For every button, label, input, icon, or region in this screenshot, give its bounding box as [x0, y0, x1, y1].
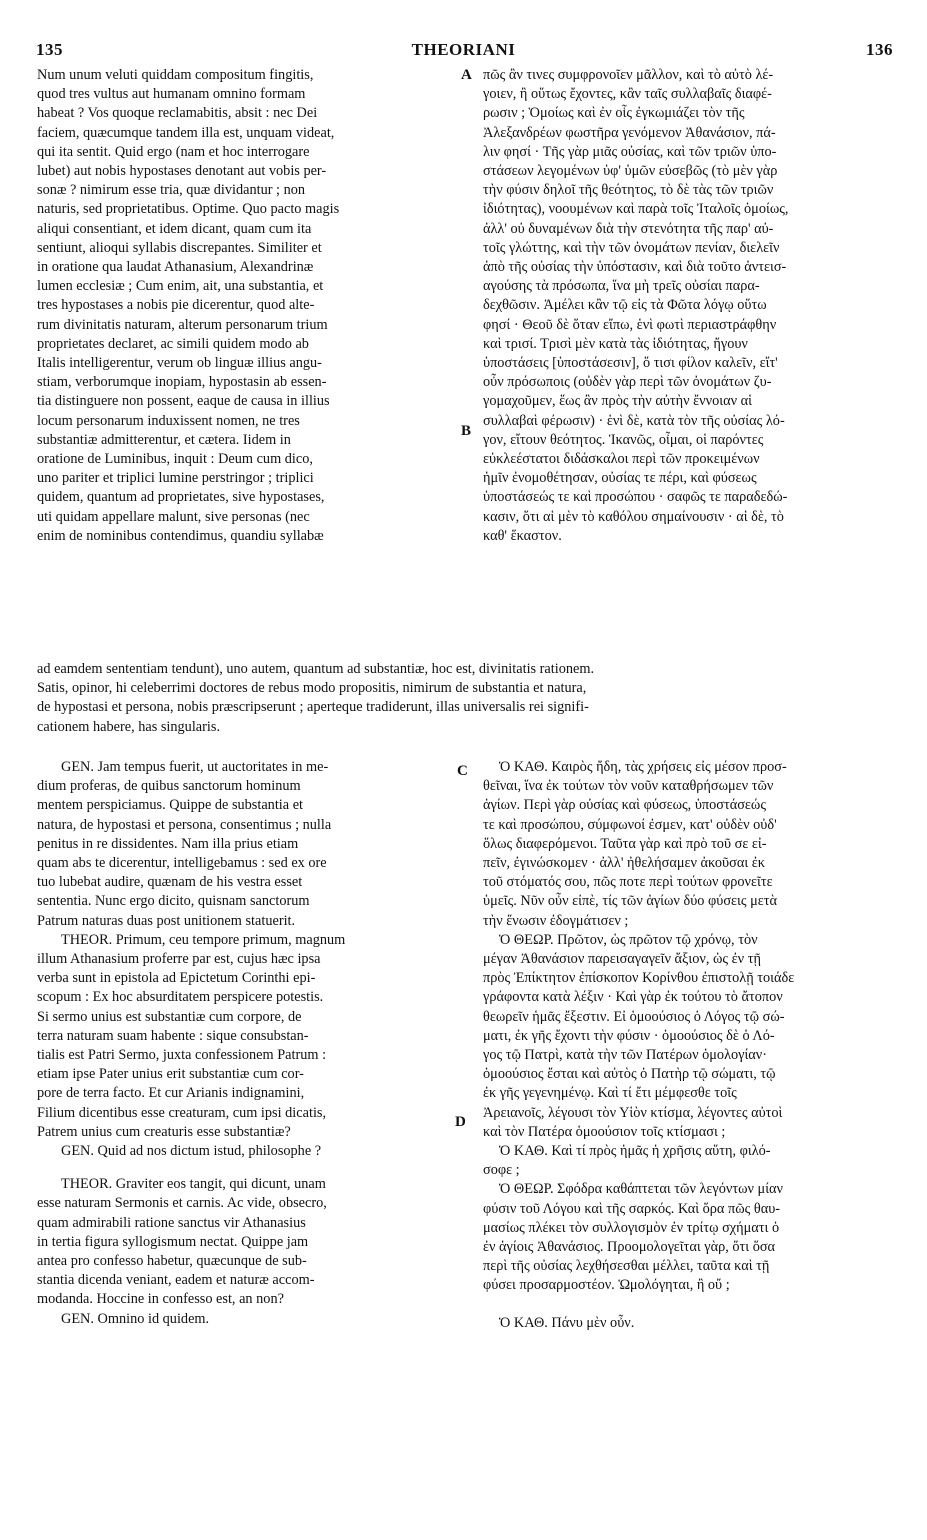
- latin-line: uti quidam appellare malunt, sive personas (nec: [37, 508, 310, 525]
- latin-line: stiam, verborumque inopiam, hypostasin ab essen-: [37, 374, 327, 391]
- latin-line: cationem habere, has singularis.: [37, 718, 221, 735]
- greek-line: μασίως πλέκει τὸν συλλογισμὸν ἐν τρίτῳ σχήματι ὁ: [483, 1219, 780, 1236]
- latin-line: ad eamdem sententiam tendunt), uno autem, quantum ad substantiæ, hoc est, divinitatis rationem.: [37, 661, 595, 677]
- latin-line: aliqui consentiant, et idem dicant, quam cum ita: [37, 220, 312, 237]
- latin-line: terra naturam suam habente : sique consubstan-: [37, 1027, 309, 1044]
- greek-line: ἁγίων. Περὶ γὰρ οὐσίας καὶ φύσεως, ὑποστάσεώς: [483, 797, 767, 814]
- latin-line: habeat ? Vos quoque reclamabitis, absit : nec Dei: [37, 105, 318, 122]
- greek-line: Ἀλεξανδρέων φωστῆρα γενόμενον Ἀθανάσιον, πά-: [483, 124, 776, 141]
- latin-line: dium proferas, de quibus sanctorum hominum: [37, 778, 301, 795]
- latin-line: tuo lubebat audire, quænam de his vestra esset: [37, 874, 303, 891]
- greek-line: εὐκλεέστατοι διδάσκαλοι περὶ τῶν προκειμένων: [483, 451, 760, 468]
- greek-line: δεχθῶσιν. Ἀμέλει κἂν τῷ εἰς τὰ Φῶτα λόγῳ οὕτω: [483, 297, 767, 314]
- greek-line: σοφε ;: [483, 1162, 520, 1179]
- greek-line: Ὁ ΚΑΘ. Πάνυ μὲν οὖν.: [499, 1314, 635, 1331]
- greek-line: αγούσης τὰ πρόσωπα, ἵνα μὴ τρεῖς οὐσίαι παρα-: [483, 278, 760, 295]
- latin-line: lubet) aut nobis hypostases denotant aut vobis per-: [37, 163, 327, 180]
- latin-line: antea pro confesso habetur, quæcunque de sub-: [37, 1253, 307, 1270]
- latin-line: Si sermo unius est substantiæ cum corpore, de: [37, 1008, 302, 1025]
- greek-line: τοῖς γλώττης, καὶ τὴν τῶν ὀνομάτων πενίαν, διελεῖν: [483, 239, 780, 256]
- latin-line: rum divinitatis naturam, alterum personarum trium: [37, 316, 328, 333]
- latin-line: enim de nominibus contendimus, quandiu syllabæ: [37, 527, 324, 544]
- greek-line: φύσει προσαρμοστέον. Ὡμολόγηται, ἢ οὔ ;: [483, 1277, 730, 1294]
- latin-line: GEN. Omnino id quidem.: [61, 1310, 210, 1327]
- greek-line: πῶς ἂν τινες συμφρονοῖεν μᾶλλον, καὶ τὸ αὐτὸ λέ-: [483, 67, 774, 83]
- greek-line: τε καὶ προσώπου, σύμφωνοί ἐσμεν, κατ' οὐδὲν οὐδ': [483, 816, 777, 833]
- greek-line: στάσεων λεγομένων ὑφ' ὑμῶν εὐσεβῶς (τὸ μὲν γὰρ: [483, 163, 778, 180]
- left-page-number: 135: [36, 40, 63, 59]
- greek-line: ὅλως διαφερόμενοι. Ταῦτα γὰρ καὶ πρὸ τοῦ σε εἰ-: [483, 835, 767, 852]
- greek-line: ἀλλ' οὐ δυναμένων διὰ τὴν στενότητα τῆς παρ' αὐ-: [483, 220, 774, 237]
- latin-column-section-2: [37, 758, 457, 1329]
- latin-line: THEOR. Primum, ceu tempore primum, magnum: [61, 931, 346, 948]
- margin-letter-c: C: [457, 763, 468, 779]
- latin-line: [37, 1161, 457, 1175]
- latin-line: de hypostasi et persona, nobis præscripserunt ; aperteque tradiderunt, illas universalis rei signifi-: [37, 699, 589, 716]
- greek-line: ὑποστάσεις [ὑποστάσεσιν], ὅ τισι φίλον καλεῖν, εἴτ': [483, 355, 778, 372]
- greek-line: Ἀρειανοῖς, λέγουσι τὸν Υἱὸν κτίσμα, λέγοντες αὐτοὶ: [483, 1104, 783, 1121]
- latin-line: Num unum veluti quiddam compositum fingitis,: [37, 67, 314, 83]
- latin-line: in tertia figura syllogismum nectat. Quippe jam: [37, 1233, 309, 1250]
- greek-line: ρωσιν ; Ὁμοίως καὶ ἐν οἷς ἐγκωμιάζει τὸν τῆς: [483, 105, 745, 122]
- latin-line: scopum : Ex hoc absurditatem perspicere potestis.: [37, 989, 324, 1006]
- latin-line: uno pariter et triplici lumine perstringor ; triplici: [37, 470, 314, 487]
- greek-line: κασιν, ὅτι αἱ μὲν τὸ καθόλου σημαίνουσιν · αἱ δὲ, τὸ: [483, 508, 784, 525]
- latin-line: esse naturam Sermonis et carnis. Ac vide, obsecro,: [37, 1195, 327, 1212]
- greek-line: Ὁ ΘΕΩΡ. Σφόδρα καθάπτεται τῶν λεγόντων μίαν: [499, 1181, 784, 1198]
- margin-letter-d: D: [455, 1114, 466, 1130]
- latin-line: etiam ipse Pater unius erit substantiæ cum cor-: [37, 1066, 304, 1083]
- latin-line: sententia. Nunc ergo dicito, quisnam sanctorum: [37, 893, 310, 910]
- greek-line: συλλαβαὶ φέρωσιν) · ἑνὶ δὲ, κατὰ τὸν τῆς οὐσίας λό-: [483, 412, 785, 429]
- latin-line: tia distinguere non possent, eaque de causa in illius: [37, 393, 330, 410]
- latin-line: modanda. Hoccine in confesso est, an non?: [37, 1291, 284, 1308]
- greek-line: καὶ τὸν Πατέρα ὁμοούσιον τοῖς κτίσμασι ;: [483, 1123, 726, 1140]
- latin-line: sentiunt, alioqui syllabis discrepantes. Similiter et: [37, 239, 322, 256]
- latin-line: tres hypostases a nobis pie dicerentur, quod alte-: [37, 297, 315, 314]
- latin-line: Patrem unius cum creaturis esse substantiæ?: [37, 1123, 291, 1140]
- latin-line: Patrum naturas duas post unitionem statuerit.: [37, 912, 296, 929]
- latin-line: in oratione qua laudat Athanasium, Alexandrinæ: [37, 259, 314, 276]
- greek-line: θεῖναι, ἵνα ἐκ τούτων τὸν νοῦν καταθρήσωμεν τῶν: [483, 778, 774, 795]
- latin-line: lumen ecclesiæ ; Cum enim, ait, una substantia, et: [37, 278, 324, 295]
- greek-line: φύσιν τοῦ Λόγου καὶ τῆς σαρκός. Καὶ ὅρα πῶς θαυ-: [483, 1200, 781, 1217]
- greek-line: ματι, ἐκ γῆς ἔχοντι τὴν φύσιν · ὁμοούσιος δὲ ὁ Λό-: [483, 1027, 775, 1044]
- greek-line: ἐκ γῆς γεγενημένῳ. Καὶ τί ἔτι μέμφεσθε τοῖς: [483, 1085, 737, 1102]
- latin-line: substantiæ admitterentur, et cætera. Iidem in: [37, 431, 291, 448]
- latin-line: mentem perspiciamus. Quippe de substantia et: [37, 797, 304, 814]
- latin-line: oratione de Luminibus, inquit : Deum cum dico,: [37, 451, 313, 468]
- greek-line: καὶ τρισί. Τρισὶ μὲν κατὰ τὰς ἰδιότητας, ἤγουν: [483, 335, 748, 352]
- latin-line: sonæ ? nimirum esse tria, quæ dividantur ; non: [37, 182, 306, 199]
- latin-line: stantia dicenda veniant, eadem et naturæ accom-: [37, 1272, 315, 1289]
- greek-line: Ὁ ΚΑΘ. Καὶ τί πρὸς ἡμᾶς ἡ χρῆσις αὕτη, φιλό-: [499, 1143, 771, 1160]
- greek-line: Ὁ ΘΕΩΡ. Πρῶτον, ὡς πρῶτον τῷ χρόνῳ, τὸν: [499, 931, 758, 948]
- greek-line: [483, 1296, 890, 1314]
- greek-line: γοιεν, ἢ οὕτως ἔχοντες, κἂν ταῖς συλλαβαῖς διαφέ-: [483, 86, 772, 103]
- latin-line: natura, de hypostasi et persona, consentimus ; nulla: [37, 816, 332, 833]
- greek-line: λιν φησί · Τῆς γὰρ μιᾶς οὐσίας, καὶ τῶν τριῶν ὑπο-: [483, 143, 777, 160]
- latin-full-width-continuation: [37, 660, 890, 737]
- latin-line: quam admirabili ratione sanctus vir Athanasius: [37, 1214, 306, 1231]
- greek-line: τοῦ στόματός σου, πῶς ποτε περὶ τούτων φρονεῖτε: [483, 874, 773, 891]
- latin-line: Satis, opinor, hi celeberrimi doctores de rebus modo propositis, nimirum de substantia et natura,: [37, 680, 587, 697]
- greek-line: πρὸς Ἐπίκτητον ἐπίσκοπον Κορίνθου ἐπιστολῇ τοιάδε: [483, 970, 795, 987]
- latin-line: Italis intelligerentur, verum ob linguæ illius angu-: [37, 355, 322, 372]
- latin-line: verba sunt in epistola ad Epictetum Corinthi epi-: [37, 970, 316, 987]
- greek-line: ἰδιότητας), νοουμένων καὶ παρὰ τοῖς Ἰταλοῖς ὁμοίως,: [483, 201, 789, 218]
- latin-line: proprietates declaret, ac simili quidem modo ab: [37, 335, 309, 352]
- greek-line: ὑμεῖς. Νῦν οὖν εἰπὲ, τίς τῶν ἁγίων δύο φύσεις μετὰ: [483, 893, 778, 910]
- greek-line: μέγαν Ἀθανάσιον παρεισαγαγεῖν ἄξιον, ὡς ἐν τῇ: [483, 951, 761, 968]
- greek-line: καθ' ἕκαστον.: [483, 527, 562, 544]
- greek-line: γος τῷ Πατρὶ, κατὰ τὴν τῶν Πατέρων ὁμολογίαν·: [483, 1047, 768, 1064]
- latin-line: quam abs te dicerentur, intelligebamus : sed ex ore: [37, 855, 327, 872]
- greek-column-section-1: [483, 66, 890, 546]
- greek-line: γομαχοῦμεν, ἕως ἂν πρὸς τὴν αὐτὴν ἔννοιαν αἱ: [483, 393, 752, 410]
- latin-line: illum Athanasium proferre par est, cujus hæc ipsa: [37, 951, 321, 968]
- greek-line: ἐν ἁγίοις Ἀθανάσιος. Προομολογεῖται γὰρ, ὅτι ὅσα: [483, 1239, 776, 1256]
- latin-line: quod tres vultus aut humanam omnino formam: [37, 86, 306, 103]
- margin-letter-b: B: [461, 423, 472, 439]
- greek-column-section-2: [483, 758, 890, 1333]
- latin-line: GEN. Jam tempus fuerit, ut auctoritates in me-: [61, 759, 329, 775]
- greek-line: ἡμῖν ἐνομοθέτησαν, οὐσίας τε πέρι, καὶ φύσεως: [483, 470, 757, 487]
- greek-line: ὑποστάσεώς τε καὶ προσώπου · σαφῶς τε παραδεδώ-: [483, 489, 788, 506]
- latin-column-section-1: [37, 66, 457, 546]
- latin-line: naturis, sed proprietatibus. Optime. Quo pacto magis: [37, 201, 340, 218]
- greek-line: γράφοντα κατὰ λέξιν · Καὶ γὰρ ἐκ τούτου τὸ ἄτοπον: [483, 989, 783, 1006]
- greek-line: φησί · Θεοῦ δὲ ὅταν εἴπω, ἑνὶ φωτὶ περιαστράφθην: [483, 316, 777, 333]
- latin-line: pore de terra facto. Et cur Arianis indignamini,: [37, 1085, 305, 1102]
- greek-line: ἀπὸ τῆς οὐσίας τὴν ὑπόστασιν, καὶ διὰ τοῦτο ἀντεισ-: [483, 259, 787, 276]
- latin-line: quidem, quantum ad proprietates, sive hypostases,: [37, 489, 325, 506]
- latin-line: GEN. Quid ad nos dictum istud, philosophe ?: [61, 1143, 322, 1160]
- latin-line: tialis est Patri Sermo, juxta confessionem Patrum :: [37, 1047, 327, 1064]
- latin-line: qui ita sentit. Quid ergo (nam et hoc interrogare: [37, 143, 310, 160]
- margin-letter-a: A: [461, 67, 472, 83]
- latin-line: Filium dicentibus esse creaturam, cum ipsi dicatis,: [37, 1104, 327, 1121]
- latin-line: penitus in re dissidentes. Nam illa prius etiam: [37, 835, 299, 852]
- greek-line: οὖν πρόσωποις (οὐδὲν γὰρ περὶ τῶν ὀνομάτων ζυ-: [483, 374, 772, 391]
- greek-line: πεῖν, ἐγινώσκομεν · ἀλλ' ἠθελήσαμεν ἀκοῦσαι ἐκ: [483, 855, 765, 872]
- greek-line: Ὁ ΚΑΘ. Καιρὸς ἤδη, τὰς χρήσεις εἰς μέσον προσ-: [499, 759, 787, 775]
- greek-line: ὁμοούσιος ἔσται καὶ αὐτὸς ὁ Πατὴρ τῷ σώματι, τῷ: [483, 1066, 776, 1083]
- running-title: THEORIANI: [411, 40, 516, 59]
- greek-line: γον, εἴτουν θεότητος. Ἱκανῶς, οἶμαι, οἱ παρόντες: [483, 431, 764, 448]
- greek-line: τὴν ἕνωσιν ἐδογμάτισεν ;: [483, 912, 629, 929]
- latin-line: locum personarum induxissent nomen, ne tres: [37, 412, 300, 429]
- latin-line: faciem, quæcumque tandem illa est, unquam videat,: [37, 124, 335, 141]
- latin-line: THEOR. Graviter eos tangit, qui dicunt, unam: [61, 1176, 326, 1193]
- greek-line: τὴν φύσιν δηλοῖ τῆς θεότητος, τὸ δὲ τὰς τῶν τριῶν: [483, 182, 774, 199]
- greek-line: θεωρεῖν ἡμᾶς ἔξεστιν. Εἰ ὁμοούσιος ὁ Λόγος τῷ σώ-: [483, 1008, 785, 1025]
- right-page-number: 136: [866, 40, 893, 59]
- greek-line: περὶ τῆς οὐσίας λεχθήσεσθαι μέλλει, ταῦτα καὶ τῇ: [483, 1258, 770, 1275]
